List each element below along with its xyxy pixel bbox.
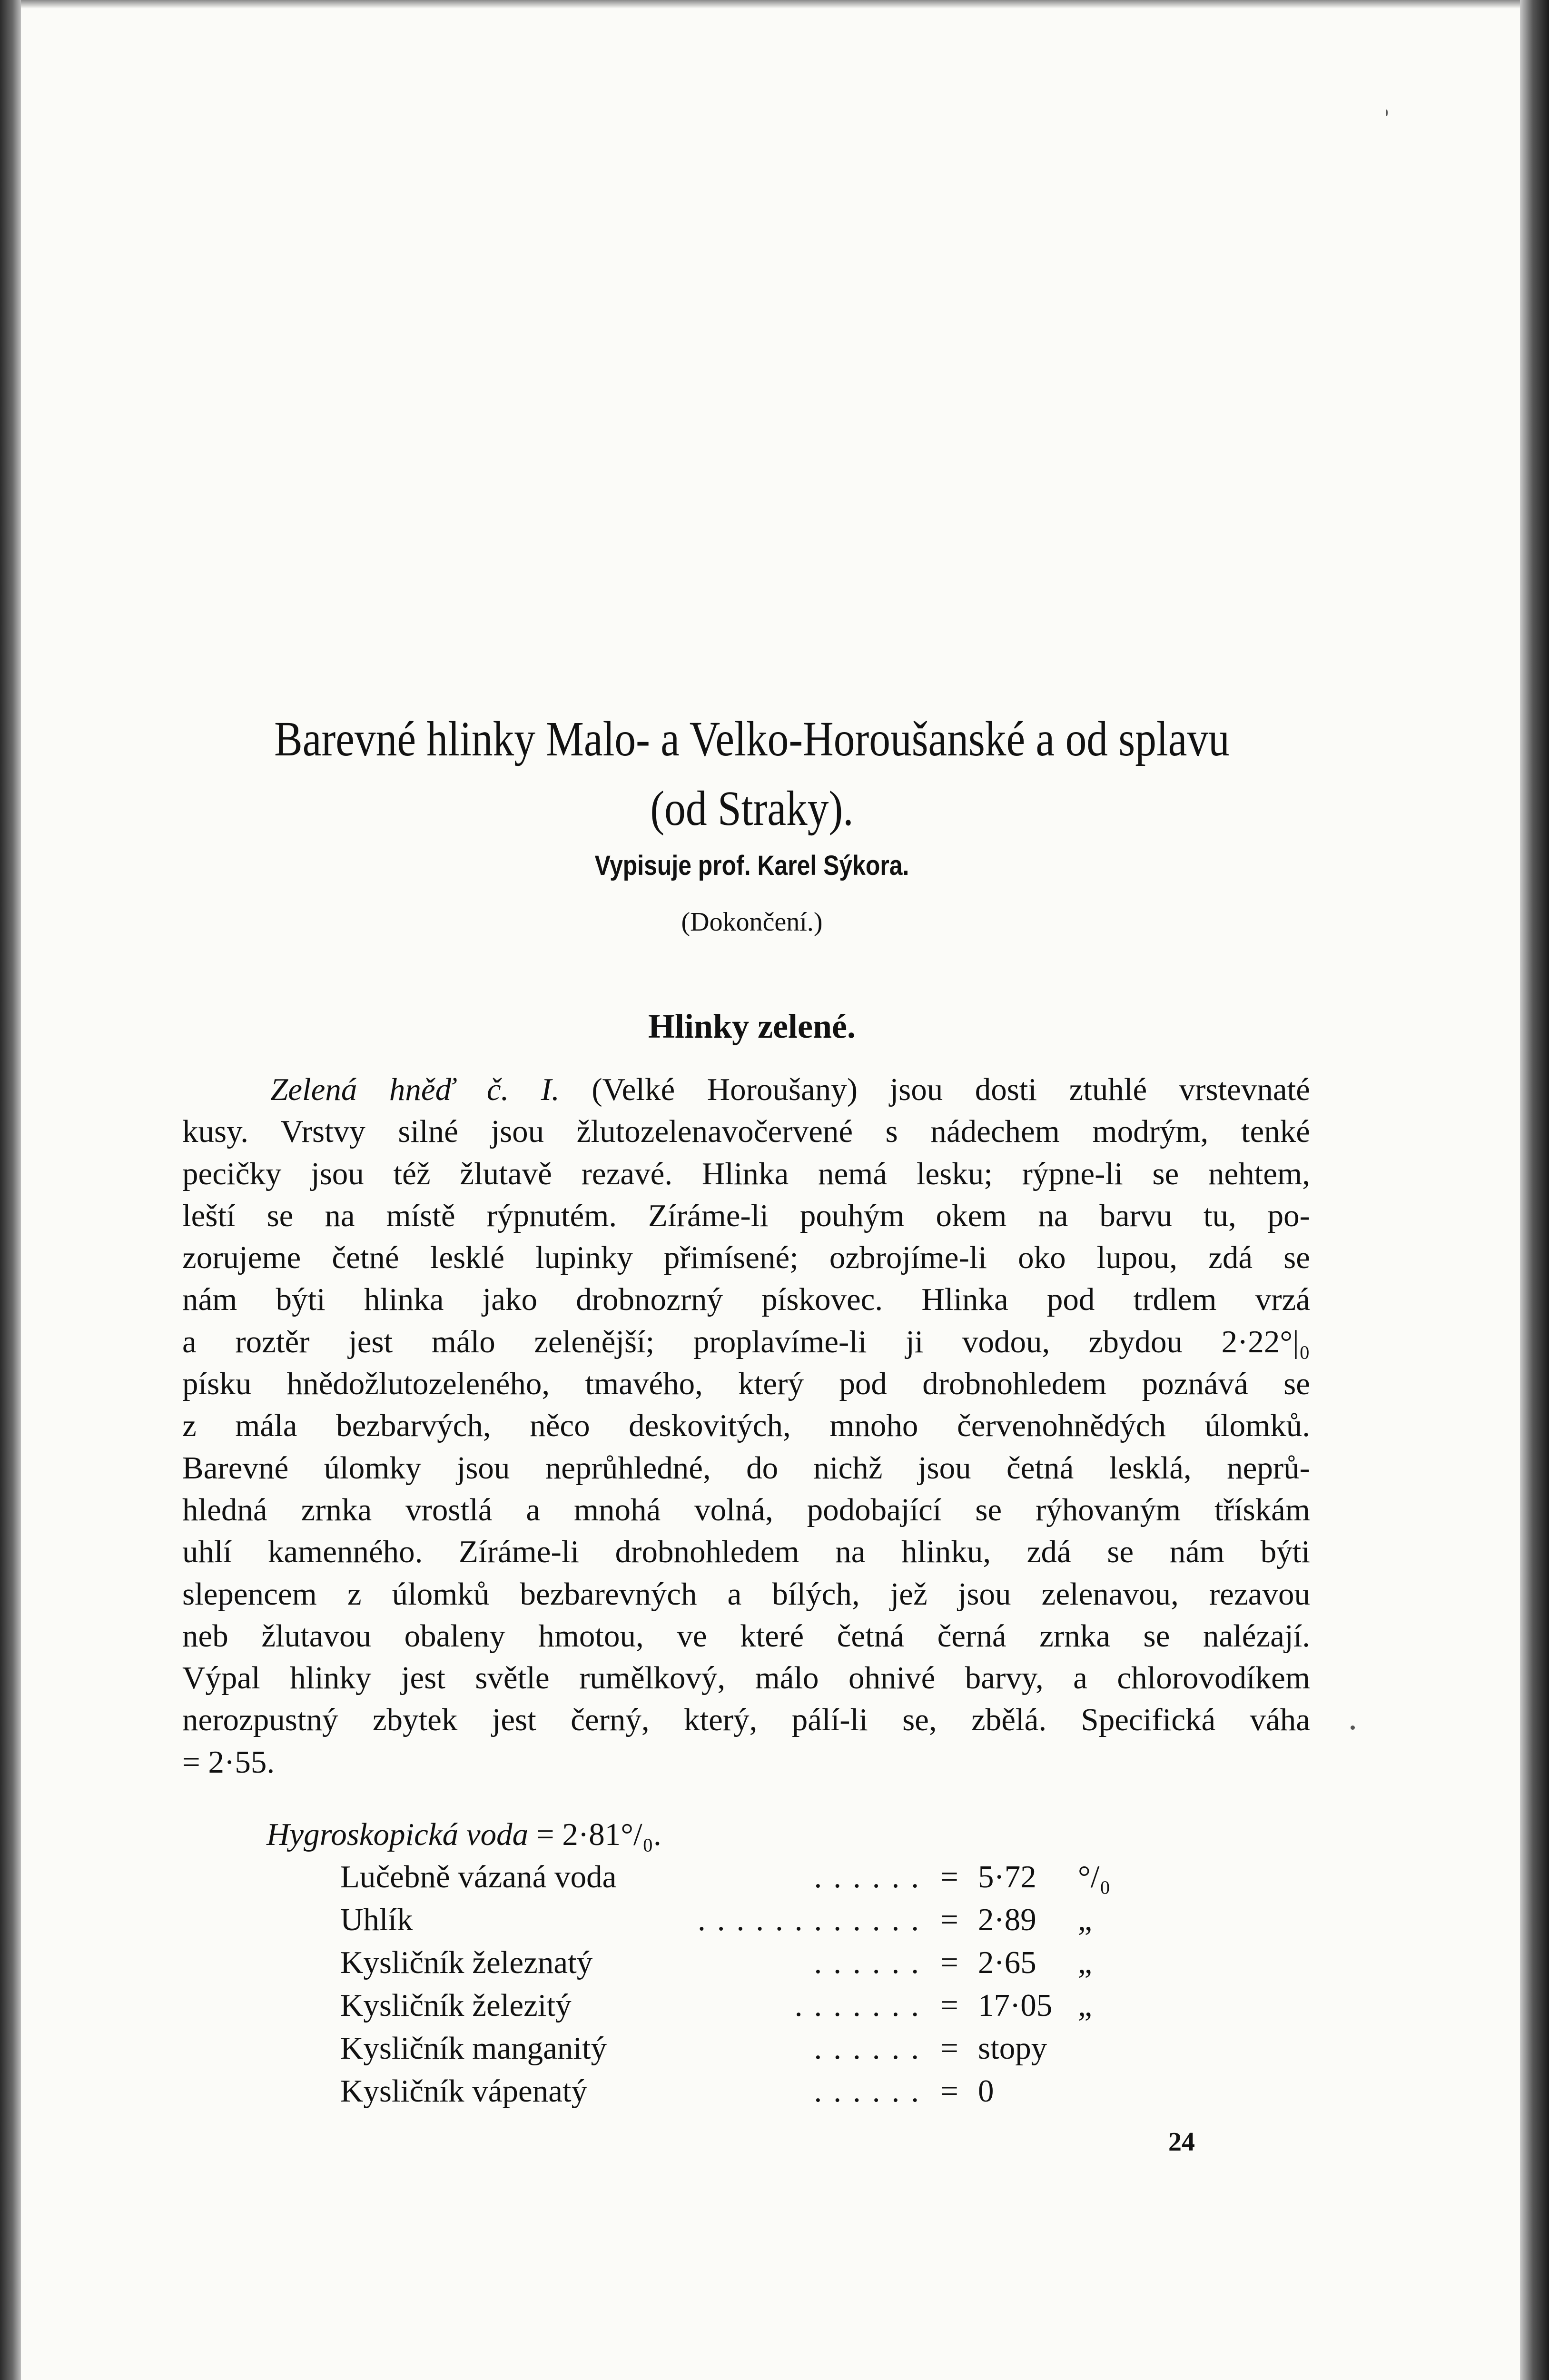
component-value: 5·72	[978, 1859, 1036, 1894]
article-title	[228, 704, 1276, 843]
composition-row	[340, 1898, 1178, 1941]
paragraph-line-1	[182, 1069, 1310, 1111]
composition-row	[340, 1941, 1178, 1984]
paragraph-line: a roztěr jest málo zelenější; proplavíme-li ji vodou, zbydou 2·22°|₀	[182, 1324, 1310, 1359]
component-value: stopy	[978, 2031, 1047, 2066]
paragraph-line: uhlí kamenného. Zíráme-li drobnohledem na hlinku, zdá se nám býti	[182, 1534, 1310, 1570]
component-value: 17·05	[978, 1988, 1053, 2023]
author-byline: Vypisuje prof. Karel Sýkora.	[594, 850, 909, 881]
leader-dots: ............	[698, 1902, 930, 1937]
specimen-label: Zelená hněď č. I.	[270, 1072, 560, 1107]
hygroscopic-value: = 2·81°/₀.	[536, 1817, 661, 1852]
paragraph-line: pecičky jsou též žlutavě rezavé. Hlinka nemá lesku; rýpne-li se nehtem,	[182, 1156, 1310, 1191]
scan-speck	[1351, 1726, 1355, 1730]
equals-sign: =	[940, 1859, 958, 1894]
component-name: Kysličník manganitý	[340, 2031, 607, 2066]
leader-dots: ......	[814, 2031, 930, 2066]
equals-sign: =	[940, 1945, 958, 1980]
leader-dots: .......	[794, 1988, 930, 2023]
scan-edge-right	[1520, 0, 1549, 2380]
equals-sign: =	[940, 2031, 958, 2066]
composition-row	[340, 2027, 1178, 2070]
paragraph-line: nerozpustný zbytek jest černý, který, pálí-li se, zbělá. Specifická váha	[182, 1702, 1310, 1738]
paragraph-line: Barevné úlomky jsou neprůhledné, do nichž jsou četná lesklá, neprů-	[182, 1450, 1310, 1486]
title-line-2: (od Straky).	[650, 781, 854, 836]
component-name: Kysličník vápenatý	[340, 2073, 588, 2109]
section-heading: Hlinky zelené.	[648, 1007, 856, 1045]
paragraph-line: z mála bezbarvých, něco deskovitých, mnoho červenohnědých úlomků.	[182, 1408, 1310, 1444]
page-number: 24	[1168, 2127, 1195, 2157]
paragraph-line: hledná zrnka vrostlá a mnohá volná, podobající se rýhovaným třískám	[182, 1492, 1310, 1527]
continuation-note: (Dokončení.)	[681, 907, 823, 937]
component-value: 0	[978, 2073, 994, 2109]
scan-edge-left	[0, 0, 21, 2380]
component-name: Kysličník železitý	[340, 1988, 572, 2023]
title-line-1: Barevné hlinky Malo- a Velko-Horoušanské a od splavu	[274, 712, 1230, 766]
scan-speck	[1386, 109, 1388, 116]
paragraph-line: Výpal hlinky jest světle rumělkový, málo ohnivé barvy, a chlorovodíkem	[182, 1660, 1310, 1696]
leader-dots: ......	[814, 1945, 930, 1980]
paragraph-line-1-text: (Velké Horoušany) jsou dosti ztuhlé vrstevnaté	[559, 1072, 1310, 1107]
equals-sign: =	[940, 1902, 958, 1937]
paragraph-line: písku hnědožlutozeleného, tmavého, který pod drobnohledem poznává se	[182, 1366, 1310, 1402]
component-name: Lučebně vázaná voda	[340, 1859, 617, 1894]
component-value: 2·65	[978, 1945, 1036, 1980]
hygroscopic-water	[266, 1814, 661, 1855]
body-paragraph	[182, 1069, 1310, 1783]
paragraph-line: = 2·55.	[182, 1744, 275, 1780]
paragraph-line: slepencem z úlomků bezbarevných a bílých, jež jsou zelenavou, rezavou	[182, 1576, 1310, 1612]
composition-table	[340, 1855, 1178, 2112]
hygroscopic-label: Hygroskopická voda	[266, 1817, 529, 1852]
paragraph-line: nám býti hlinka jako drobnozrný pískovec. Hlinka pod trdlem vrzá	[182, 1282, 1310, 1318]
equals-sign: =	[940, 2073, 958, 2109]
component-value: 2·89	[978, 1902, 1036, 1937]
leader-dots: ......	[814, 2073, 930, 2109]
paragraph-line: neb žlutavou obaleny hmotou, ve které četná černá zrnka se nalézají.	[182, 1618, 1310, 1654]
paragraph-line: leští se na místě rýpnutém. Zíráme-li pouhým okem na barvu tu, po-	[182, 1198, 1310, 1233]
component-name: Uhlík	[340, 1902, 413, 1937]
composition-row	[340, 1984, 1178, 2027]
leader-dots: ......	[814, 1859, 930, 1894]
component-name: Kysličník železnatý	[340, 1945, 593, 1980]
composition-row	[340, 2070, 1178, 2112]
paragraph-line: zorujeme četné lesklé lupinky přimísené; ozbrojíme-li oko lupou, zdá se	[182, 1240, 1310, 1276]
composition-row	[340, 1855, 1178, 1898]
paragraph-line: kusy. Vrstvy silné jsou žlutozelenavočervené s nádechem modrým, tenké	[182, 1114, 1310, 1150]
component-unit: „	[1078, 1902, 1092, 1937]
component-unit: °/₀	[1078, 1859, 1111, 1894]
equals-sign: =	[940, 1988, 958, 2023]
component-unit: „	[1078, 1945, 1092, 1980]
scan-edge-top	[21, 0, 1520, 9]
component-unit: „	[1078, 1988, 1092, 2023]
